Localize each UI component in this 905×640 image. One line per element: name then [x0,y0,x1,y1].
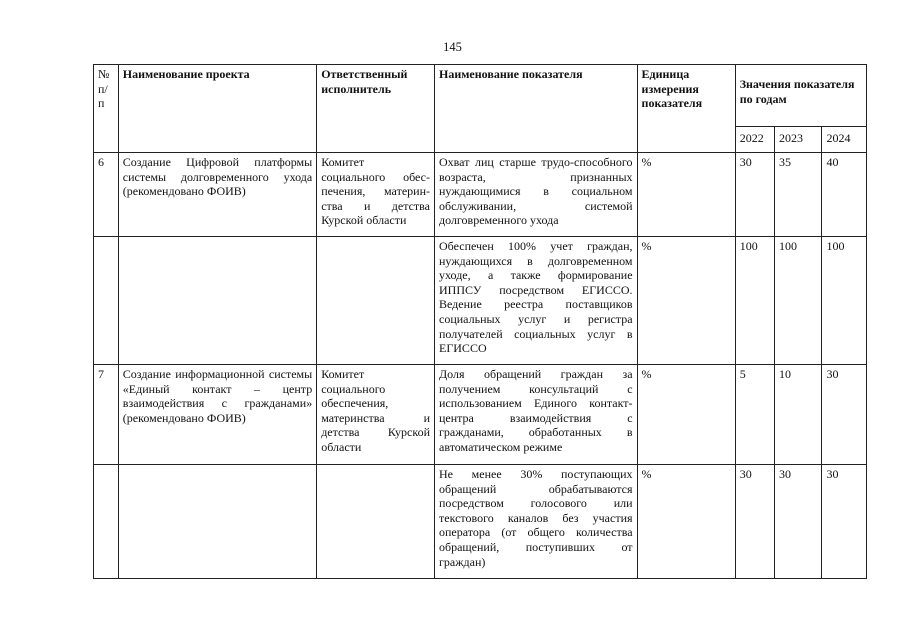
row-project: Создание информационной системы «Единый контакт – центр взаимодействия с гражданами» (рекомендовано ФОИВ) [118,365,316,465]
header-indicator: Наименование показателя [435,65,638,153]
header-year-2024: 2024 [822,127,867,153]
page-number: 145 [443,40,462,54]
row-value-2024: 40 [822,153,867,237]
row-unit: % [637,237,735,365]
table-row [94,465,867,579]
row-indicator: Не менее 30% поступающих обращений обрабатываются посредством голосового или текстового каналов без участия оператора (от общего количества обращений, поступивших от граждан) [435,465,638,579]
row-project: Создание Цифровой платформы системы долговременного ухода (рекомендовано ФОИВ) [118,153,316,237]
row-value-2024: 30 [822,465,867,579]
header-year-2022: 2022 [735,127,774,153]
row-num: 6 [94,153,119,237]
header-num: № п/п [94,65,119,153]
header-project: Наименование проекта [118,65,316,153]
row-executor [317,465,435,579]
row-executor: Комитет социального обес-печения, материн-ства и детства Курской области [317,153,435,237]
header-unit: Единица измерения показателя [637,65,735,153]
header-executor: Ответственный исполнитель [317,65,435,153]
row-value-2022: 30 [735,153,774,237]
row-num: 7 [94,365,119,465]
row-value-2024: 30 [822,365,867,465]
row-value-2022: 30 [735,465,774,579]
header-values: Значения показателя по годам [735,65,866,127]
row-unit: % [637,365,735,465]
table-row [94,153,867,237]
row-project [118,465,316,579]
row-value-2024: 100 [822,237,867,365]
row-value-2023: 35 [774,153,822,237]
table-row [94,365,867,465]
row-project [118,237,316,365]
indicators-table [93,64,867,579]
row-unit: % [637,153,735,237]
row-value-2022: 100 [735,237,774,365]
row-unit: % [637,465,735,579]
row-value-2023: 100 [774,237,822,365]
row-indicator: Охват лиц старше трудо-способного возраста, признанных нуждающимися в социальном обслуживании, системой долговременного ухода [435,153,638,237]
row-executor: Комитет социального обеспечения, материнства и детства Курской области [317,365,435,465]
row-value-2022: 5 [735,365,774,465]
header-year-2023: 2023 [774,127,822,153]
row-indicator: Доля обращений граждан за получением консультаций с использованием Единого контакт-центра взаимодействия с гражданами, обработанных в автоматическом режиме [435,365,638,465]
row-num [94,465,119,579]
row-value-2023: 30 [774,465,822,579]
row-executor [317,237,435,365]
row-num [94,237,119,365]
row-indicator: Обеспечен 100% учет граждан, нуждающихся в долговременном уходе, а также формирование ИППСУ посредством ЕГИССО. Ведение реестра поставщиков социальных услуг и регистра получателей социальных услуг в ЕГИССО [435,237,638,365]
table-row [94,237,867,365]
row-value-2023: 10 [774,365,822,465]
table-header-row [94,65,867,127]
